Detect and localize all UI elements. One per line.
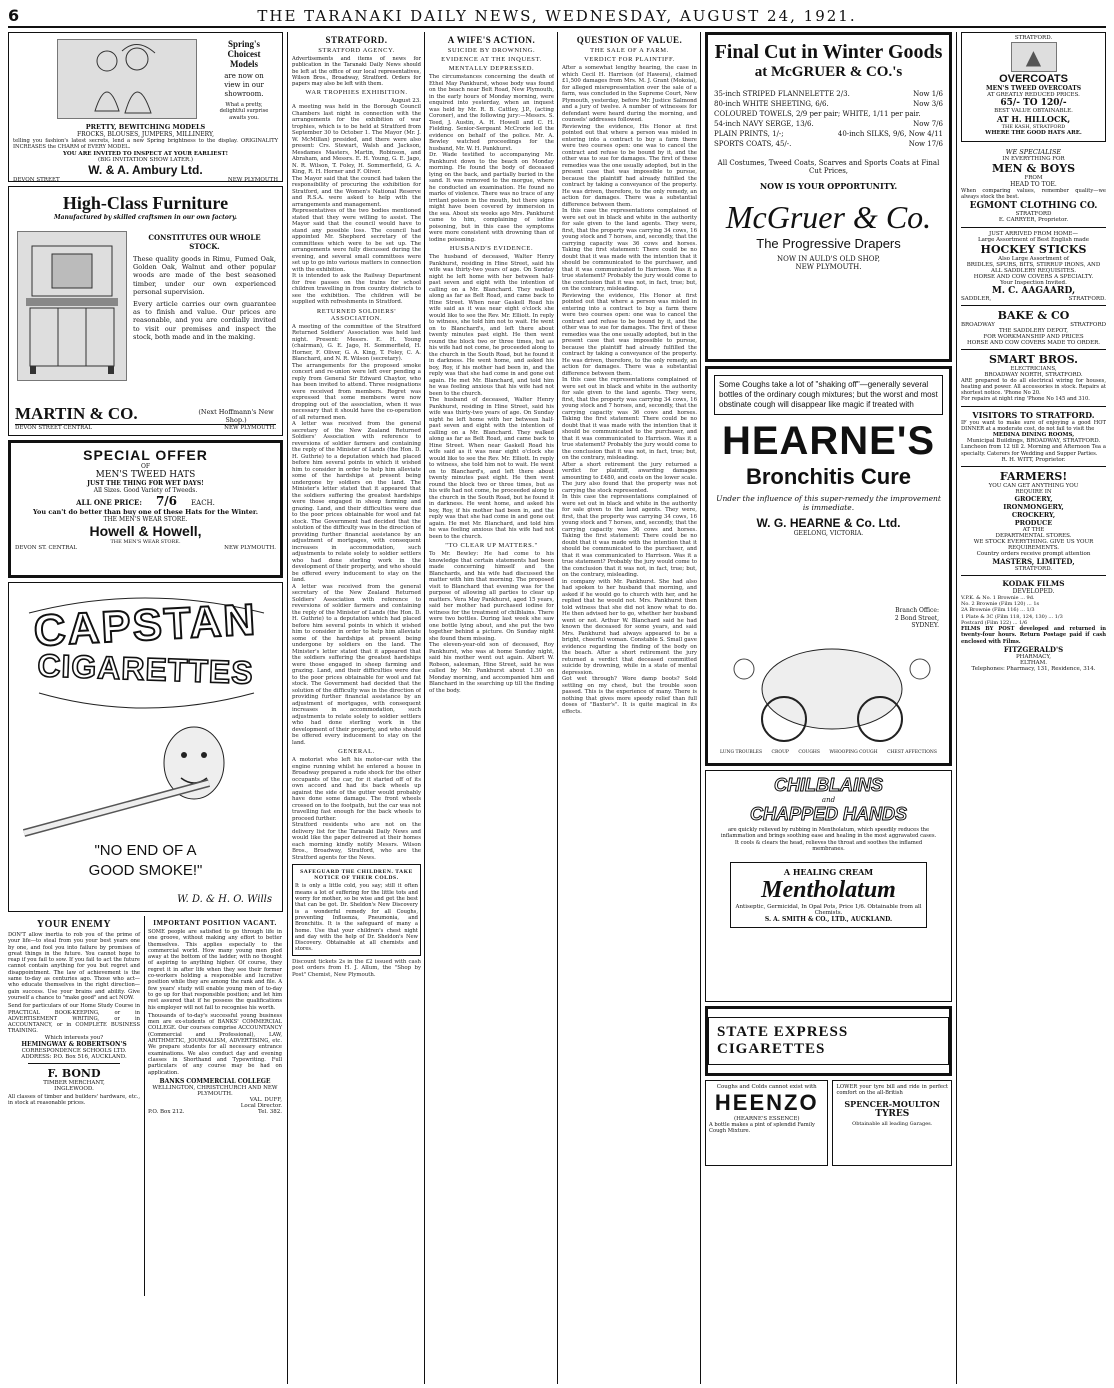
page-number: 6: [8, 6, 20, 25]
hearne-brand: HEARNE'S: [721, 419, 936, 463]
hearne-branch: Branch Office:: [895, 607, 939, 614]
enemy-body-2: Send for particulars of our Home Study Course in PRACTICAL BOOK-KEEPING, or in ADVERTISEMENT WRITING, or in ACCOUNTANCY, or in COMPLETE BUSINESS TRAINING.: [8, 1003, 140, 1035]
ambury-invite: YOU ARE INVITED TO INSPECT AT YOUR EARLIEST!: [63, 150, 228, 157]
hearne-intro: Some Coughs take a lot of "shaking off"—generally several bottles of the ordinary cough mixtures; but the worst and most obstinate cough will disappear like magic if treated with: [714, 375, 943, 415]
aagaard-list: BRIDLES, SPURS, BITS, STIRRUP IRONS, AND ALL SADDLERY REQUISITES.: [966, 261, 1101, 274]
banks-agent-role: Local Director.: [240, 1102, 282, 1109]
howell-firm-sub: THE MEN'S WEAR STORE.: [110, 539, 181, 545]
bake-firm: BAKE & CO: [997, 308, 1070, 322]
spencer-advert: [832, 1080, 952, 1166]
kodak-row: Postcard (Film 122) ... 1/6: [961, 619, 1028, 626]
mcgruer-advert: [705, 32, 952, 362]
mentholatum-distributor: S. A. SMITH & CO., LTD., AUCKLAND.: [764, 916, 893, 924]
aagaard-invite: Your Inspection Invited.: [1000, 279, 1067, 286]
masthead: [8, 4, 1106, 28]
martin-street: DEVON STREET CENTRAL: [15, 425, 92, 431]
ambury-headline-2: Choicest: [227, 49, 261, 59]
martin-advert: [8, 186, 283, 436]
egmont-range: HEAD TO TOE.: [1010, 181, 1057, 188]
ambury-items: FROCKS, BLOUSES, JUMPERS, MILLINERY,: [76, 131, 215, 138]
aagaard-covers: HORSE AND COW COVERS A SPECIALTY.: [973, 273, 1094, 280]
martin-note: (Next Hoffmann's New Shop.): [198, 408, 274, 424]
stratford-agency-note: Advertisements and items of news for publication in the Taranaki Daily News should be left at the office of our local representatives, Wilson Bros., Broadway, Stratford. Orders for papers may also be left with them.: [292, 56, 421, 88]
egmont-town: STRATFORD: [1015, 210, 1052, 217]
egmont-men: MEN & BOYS: [991, 162, 1076, 175]
kodak-firm: FITZGERALD'S: [1003, 644, 1064, 654]
bake-street: BROADWAY: [961, 321, 995, 328]
sheldon-box: [292, 864, 421, 955]
farmers-at: AT THE: [1022, 526, 1045, 533]
mcgruer-title-1: Final Cut in Winter Goods: [714, 41, 943, 63]
howell-item: MEN'S TWEED HATS: [95, 470, 196, 480]
wife-heading-clear: "TO CLEAR UP MATTERS.": [445, 542, 538, 549]
banks-address: WELLINGTON, CHRISTCHURCH AND NEW PLYMOUTH.: [152, 1084, 278, 1097]
hillock-firm: AT H. HILLOCK,: [996, 114, 1071, 124]
stratford-footer: Discount tickets 2s in the £2 issued with cash post orders from H. J. Allum, the "Shop by Post" Chemist, New Plymouth.: [292, 958, 421, 978]
heenzo-sub: (HEARNE'S ESSENCE): [733, 1116, 800, 1122]
stratford-para-5: A meeting of the committee of the Stratford Returned Soldiers' Association was held last night. Present: Messrs. E. H. Young (chairman), G. E. Jago, H. Sommerfield, H. Horner, F. Oliver, G. A. King, T. Foley, C. A. Blanchard, and N. R. Wilson (secretary).: [292, 323, 421, 363]
ambury-headline-3: Models: [230, 59, 258, 69]
ambury-street: DEVON STREET: [13, 176, 60, 182]
stratford-heading-rsa: RETURNED SOLDIERS' ASSOCIATION.: [316, 307, 397, 322]
visitors-street: Municipal Buildings, BROADWAY, STRATFORD.: [966, 438, 1101, 445]
value-para-2: Reviewing the evidence, His Honor at first pointed out that where a person was misled in entering into a contract to buy a farm there were two courses open: one was to cancel the contract and refuse to be bound by it, and the other was to sue for damages. The first of these remedies was the one usually adopted, but in the present case that was impossible to pursue, because the plaintiff had already fulfilled the contract by taking a conveyance of the property. He was driven, therefore, to the only remedy, an action for damages. There was a substantial difference between them.: [562, 123, 697, 208]
heenzo-top: Coughs and Colds cannot exist with: [716, 1084, 817, 1090]
mcgruer-item: 80-inch WHITE SHEETING, 6/6. Now 3/6: [714, 100, 943, 108]
howell-line: You can't do better than buy one of these Hats for the Winter.: [32, 508, 259, 516]
mcgruer-item: 54-inch NAVY SERGE, 13/6. Now 7/6: [714, 120, 943, 128]
hillock-hat-icon: ▲: [1011, 42, 1057, 72]
bond-trade: TIMBER MERCHANT,: [43, 1079, 105, 1086]
ambury-firm: W. & A. Ambury Ltd.: [88, 162, 203, 177]
aagaard-firm: M. C. AAGAARD,: [991, 285, 1076, 296]
hearne-label-whooping: WHOOPING COUGH: [829, 750, 878, 755]
enemy-question: Which interests you?: [44, 1034, 104, 1041]
farmers-item-grocery: GROCERY,: [1014, 494, 1053, 503]
state-express-advert: [705, 1006, 952, 1076]
mcgruer-clearance: All Costumes, Tweed Coats, Scarves and Sports Coats at Final Cut Prices,: [717, 159, 940, 175]
hearne-town: GEELONG, VICTORIA.: [793, 530, 864, 537]
wife-para-3: The husband of deceased, Walter Henry Pankhurst, residing in Hine Street, said his wife was thirty-two years of age. On Sunday night he left home with her between half-past seven and eight with the intention of calling on a Mr. Blanchard. They walked along as far as Belt Road, and came back to Hine Street. When near Gaskell Road his wife said as it was near eight o'clock she would like to see the Rev. Mr. Elliott. In reply to witness, she told him not to wait. He went on to Blanchard's, and left there about twenty minutes past eight. He then went round the block two or three times, but as his wife had not come, he proceeded along to the church in the South Road, but he found it in darkness. He went home, and asked his boy, Roy, if his mother had been in, and the reply was that she had come in and gone out again. He met Mr. Blanchard, and told him he was feeling anxious that his wife had not been to the church.: [429, 254, 554, 397]
bake-line-2: HORSE AND COW COVERS MADE TO ORDER.: [967, 339, 1100, 346]
visitors-name: MEDINA DINING ROOMS,: [992, 432, 1075, 439]
kodak-row: 1 Plate & 3C (Film 118, 124, 130) ... 1/3: [961, 613, 1063, 620]
ambury-body: telling you fashion's latest secrets, lend a new Spring brightness to the display. ORIGINALITY INCREASES the CHARM of EVERY MODEL.: [13, 138, 278, 151]
ambury-line-1: are now on: [224, 72, 264, 80]
mcgruer-item: PLAIN PRINTS, 1/-; 40-inch SILKS, 9/6, Now 4/11: [714, 130, 943, 138]
stratford-para-3: Representatives of the two bodies mentioned stated that they were willing to assist. The Mayor said that the council would have to stand any possible loss. The council had appointed Mr. Shepherd secretary of the committees which were to be set up. The arrangements were fully discussed during the evening, and several small committees were set up to go into various matters in connection with the exhibition.: [292, 208, 421, 273]
banks-body-2: Thousands of to-day's successful young business men are ex-students of BANKS' COMMERCIAL COLLEGE. Our courses comprise ACCOUNTANCY (Commercial and Professional), LAW, ARITHMETIC, JOURNALISM, ADVERTISING, etc. We prepare students for all necessary entrance examinations. We also conduct day and evening classes in Shorthand and Typewriting. Full particulars of any course may be had on application.: [148, 1012, 282, 1076]
newspaper-title: THE TARANAKI DAILY NEWS, WEDNESDAY, AUGUST 24, 1921.: [257, 7, 857, 25]
kodak-row: No. 2 Brownie (Film 120) ... 1s: [961, 601, 1040, 608]
wife-para-5: The eleven-year-old son of deceased, Roy Pankhurst, who was at home Sunday night, said his mother went out again. Albert W. Robson, salesman, Hine Street, said he was called by Mr. Pankhurst about 1.30 on Monday morning, and accompanied him and Blanchard in the searching up till the finding of the body.: [429, 642, 554, 694]
ladies-illustration: [57, 39, 197, 119]
stratford-para-9: Stratford residents who are not on the delivery list for the Taranaki Daily News and would like the paper delivered at their homes each morning kindly notify Messrs. Wilson Bros., Broadway, Stratford, who are the Stratford agents for the News.: [292, 822, 421, 861]
mcgruer-title-2: at McGRUER & CO.'s: [754, 64, 903, 80]
hearne-label-coughs: COUGHS: [798, 750, 820, 755]
ambury-line-3: showroom.: [224, 90, 264, 98]
hillock-prices: 65/- TO 120/-: [1000, 98, 1067, 108]
visitors-hours: Luncheon from 12 till 2. Morning and Afternoon Tea a specialty. Caterers for Wedding and Supper Parties.: [961, 444, 1106, 457]
wife-sub-3: MENTALLY DEPRESSED.: [448, 65, 535, 72]
mcgruer-firm: McGruer & Co.: [725, 199, 932, 235]
wife-para-4: To Mr. Bewley: He had come to his knowledge that certain statements had been made concerning himself and the Blanchards, and his wife had discussed the matter with him that morning. The proposed visit to Blanchard that evening was for the purpose of allowing all parties to clear up matters. Vera May Pankhurst, aged 15 years, said her mother had purchased iodine for witness for the treatment of chilblains. There were two bottles. During last week she saw one bottle lying about, and she put the two together behind a picture. On Sunday night she found them missing.: [429, 551, 554, 642]
mentholatum-brand: Mentholatum: [761, 877, 896, 904]
wife-sub-1: SUICIDE BY DROWNING.: [447, 47, 536, 54]
mentholatum-line-2: CHAPPED HANDS: [749, 804, 908, 824]
enemy-address: ADDRESS: P.O. Box 516, AUCKLAND.: [21, 1053, 127, 1060]
column-stratford-adverts: [956, 32, 1106, 1384]
banks-agent: VAL. DUFF,: [249, 1096, 282, 1103]
stratford-agency: STRATFORD AGENCY.: [318, 47, 395, 54]
sheldon-title: SAFEGUARD THE CHILDREN. TAKE NOTICE OF THEIR COLDS.: [300, 869, 413, 882]
stratford-date: August 23.: [390, 98, 421, 105]
egmont-advert: [961, 146, 1106, 228]
figures-drawing: [67, 41, 187, 117]
wife-para-2: Dr. Wade testified to accompanying Mr. Pankhurst down to the beach on Monday morning. He found the body of deceased lying on the back, and partially buried in the sand. It was removed to the morgue, where he conducted an examination. He found no marks of violence. There was no trace of any irritant poison in the mouth, but there signs might have been covered by immersion in the sea. About six weeks ago Mrs. Pankhurst came to him, complaining of iodine poisoning, but in this case the symptoms were more consistent with drowning than of iodine poisoning.: [429, 152, 554, 243]
banks-firm: BANKS COMMERCIAL COLLEGE: [159, 1077, 271, 1085]
howell-town: NEW PLYMOUTH.: [224, 545, 276, 551]
aagaard-line: Large Assortment of Best English made: [978, 236, 1089, 243]
hearne-branch-city: SYDNEY.: [911, 622, 939, 629]
mcgruer-price-list: [714, 89, 943, 149]
howell-price-label: ALL ONE PRICE:: [76, 498, 142, 507]
bond-line: All classes of timber and builders' hardware, etc., in stock at reasonable prices.: [8, 1093, 140, 1107]
martin-firm: MARTIN & CO.: [15, 404, 138, 423]
aagaard-also: Also Large Assortment of: [998, 255, 1069, 262]
stratford-para-7b: A letter was received from the general secretary of the New Zealand Returned Soldiers' Association with reference to reversions of soldier farmers and containing the reply of the Minister of Lands (the Hon. D. H. Guthrie) to a deputation which had placed before him several points in which it wished him to consider in order to help him alleviate some of the hardships at present being undergone by soldiers on the land. The Minister's letter stated that it appeared that the soldiers suffering the greatest hardships were those engaged in sheep farming and grazing. Land, and their difficulties were due to the poor prices obtainable for wool and fat stock. The Government had decided that the solution of the difficulty was in the direction of providing further financial assistance by an adjustment of mortgages, with consequent increases in accommodation, such adjustments to relate solely to soldier settlers who had done sterling work in the development of their property, and who should be offered every inducement to stay on the land.: [292, 583, 421, 746]
egmont-prop: E. CARRYER, Proprietor.: [998, 216, 1069, 223]
value-sub-1: THE SALE OF A FARM.: [590, 47, 669, 54]
hillock-line-1: MEN'S TWEED OVERCOATS: [985, 85, 1082, 92]
spencer-product: TYRES: [875, 1108, 910, 1119]
mentholatum-banner: A HEALING CREAM: [783, 867, 874, 878]
farmers-item-produce: PRODUCE: [1014, 518, 1053, 527]
kodak-sub: DEVELOPED.: [1012, 587, 1055, 595]
bake-advert: [961, 306, 1106, 350]
hillock-advert: [961, 32, 1106, 142]
value-sub-2: VERDICT FOR PLAINTIFF.: [584, 56, 675, 63]
kodak-advert: [961, 576, 1106, 675]
heenzo-brand: HEENZO: [714, 1090, 819, 1115]
egmont-special: WE SPECIALISE: [1005, 148, 1062, 156]
howell-price-unit: EACH.: [191, 499, 215, 507]
banks-advert: [144, 916, 282, 1296]
smart-advert: [961, 350, 1106, 407]
smart-street: BROADWAY NORTH, STRATFORD.: [984, 371, 1083, 378]
farmers-item-ironmongery: IRONMONGERY,: [1003, 502, 1064, 511]
farmers-require: REQUIRE IN: [1015, 488, 1052, 495]
farmers-orders: Country orders receive prompt attention: [976, 550, 1091, 557]
hearne-label-chest: CHEST AFFECTIONS: [887, 750, 937, 755]
mcgruer-town: NEW PLYMOUTH.: [795, 263, 862, 271]
banks-tel: Tel. 382.: [258, 1108, 282, 1115]
bake-town: STRATFORD: [1070, 321, 1106, 328]
stratford-para-1: A meeting was held in the Borough Council Chambers last night in connection with the arrangements for the exhibition of war trophies, which is to be held at Stratford from September 30 to October 1. The Mayor (Mr. J. W. McMillan) presided, and there were also present: Crs. Stewart, Walsh and Jackson, Mesdames Masters, Martin, Robinson, and Abraham, and Messrs. E. H. Young, G. E. Jago, N. R. Wilson, T. Foley, H. Sommerfield, G. A. King, R. H. Horner and F. Oliver.: [292, 104, 421, 176]
stratford-para-4: It is intended to ask the Railway Department for free passes on the trains for school children travelling in from country districts to see the exhibition. The children will be supplied with refreshments in Stratford.: [292, 273, 421, 306]
aagaard-town: STRATFORD.: [1068, 295, 1106, 302]
egmont-firm: EGMONT CLOTHING CO.: [969, 200, 1098, 211]
hearne-firm: W. G. HEARNE & Co. Ltd.: [756, 516, 901, 530]
mcgruer-address: NOW IN AULD'S OLD SHOP,: [777, 255, 880, 263]
farmers-item-crockery: CROCKERY,: [1011, 510, 1056, 519]
egmont-in: IN EVERYTHING FOR: [1002, 156, 1065, 162]
spencer-note: Obtainable all leading Garages.: [852, 1120, 933, 1127]
mentholatum-line-1: CHILBLAINS: [774, 775, 883, 795]
capstan-product: CIGARETTES: [36, 647, 255, 691]
hillock-header: STRATFORD.: [1014, 35, 1053, 41]
sideboard-illustration: [17, 231, 127, 381]
hearne-product: Bronchitis Cure: [745, 464, 912, 489]
value-para-1: After a somewhat lengthy hearing, the case in which Cecil H. Harrison (of Hawera), claimed £1,500 damages from Mrs. M. J. Grant (Mokoia), for alleged misrepresentation over the sale of a farm, was concluded in the Supreme Court, New Plymouth, yesterday, before Mr. Justice Salmond and a jury of twelve. A number of witnesses for defendant were heard during the morning, and counsels' addresses followed.: [562, 65, 697, 123]
kodak-town: ELTHAM.: [1019, 659, 1048, 666]
martin-tag: CONSTITUTES OUR WHOLE STOCK.: [148, 233, 261, 251]
hillock-tag: WHERE THE GOOD HATS ARE.: [985, 130, 1082, 136]
mcgruer-item: COLOURED TOWELS, 2/9 per pair; WHITE, 1/11 per pair.: [714, 110, 921, 118]
ambury-line-2: view in our: [224, 81, 264, 89]
value-para-3b: In this case the representations complained of were set out in black and white in the authority for sale given to the land agents. They were, first, that the property was carrying 34 cows, 16 young stock and 7 horses, and, secondly, that the carrying capacity was 36 cows and horses. Taking the first statement: There could be no doubt that it was made with the intention that it should be communicated to the purchaser, and that it was communicated to Harrison. Was it a true statement? Probably the jury would come to the conclusion that it was not, in fact, true; but, on the contrary, misleading.: [562, 377, 697, 461]
hillock-line-3: BEST VALUE OBTAINABLE.: [994, 108, 1073, 114]
mentholatum-and: and: [821, 796, 836, 804]
value-para-2b: Reviewing the evidence, His Honor at first pointed out that where a person was misled in entering into a contract to buy a farm there were two courses open: one was to cancel the contract and refuse to be bound by it, and the other was to sue for damages. The first of these remedies was the one usually adopted, but in the present case that was impossible to pursue, because the plaintiff had already fulfilled the contract by taking a conveyance of the property. He was driven, therefore, to the only remedy, an action for damages. There was a substantial difference between them.: [562, 292, 697, 377]
stratford-title: STRATFORD.: [325, 35, 388, 45]
farmers-advert: [961, 467, 1106, 576]
enemy-firm: HEMINGWAY & ROBERTSON'S: [21, 1040, 127, 1048]
capstan-brand: CAPSTAN: [32, 595, 259, 656]
visitors-advert: [961, 407, 1106, 467]
capstan-signature: W. D. & H. O. Wills: [177, 894, 272, 905]
value-para-6: Got wet through? Wore damp boots? Sold settling on my chest, but the trouble soon passed. This is the experience of many. There is nothing that gives more speedy relief than full doses of "Baxter's". It is quite magical in its effects.: [562, 676, 697, 715]
value-para-4: After a short retirement the jury returned a verdict for plaintiff, awarding damages amounting to £480, and costs on the lower scale. The jury also found that the property was not carrying the stock represented.: [562, 461, 697, 494]
mcgruer-tagline: The Progressive Drapers: [756, 236, 901, 251]
mentholatum-advert: [705, 770, 952, 1002]
wife-para-3b: The husband of deceased, Walter Henry Pankhurst, residing in Hine Street, said his wife was thirty-two years of age. On Sunday night he left home with her between half-past seven and eight with the intention of calling on a Mr. Blanchard. They walked along as far as Belt Road, and came back to Hine Street. When near Gaskell Road his wife said as it was near eight o'clock she would like to see the Rev. Mr. Elliott. In reply to witness, she told him not to wait. He went on to Blanchard's, and left there about twenty minutes past eight. He then went round the block two or three times, but as his wife had not come, he proceeded along to the church in the South Road, but he found it in darkness. He went home, and asked his boy, Roy, if his mother had been in, and the reply was that she had come in and gone out again. He met Mr. Blanchard, and told him he was feeling anxious that his wife had not been to the church.: [429, 397, 554, 540]
egmont-line: When comparing values, remember quality—we always stock the best.: [961, 188, 1106, 201]
ambury-caption: PRETTY, BEWITCHING MODELS: [85, 123, 206, 131]
smart-body: ARE prepared to do all electrical wiring for houses, heating and power. All accessories in stock. Repairs at shortest notice. 'Phone No 20.: [961, 377, 1106, 397]
enemy-firm-sub: CORRESPONDENCE SCHOOLS LTD.: [21, 1047, 127, 1054]
banks-body: SOME people are satisfied to go through life in one groove, without making any effort to better themselves. This applies especially to the commercial world. How many young men plod away at the bottom of the ladder, with no thought of aspiring to anything higher. Of course, they regret it in after life when they see their former co-workers holding a responsible and lucrative position while they are among the rank and file. A few years' study will enable young men of to-day to go up for that responsible position; and let him rest assured that if he possess the qualifications his employer will not fail to recognise his worth.: [148, 929, 282, 1011]
mcgruer-item: SPORTS COATS, 45/-. Now 17/6: [714, 140, 943, 148]
howell-sizes: All Sizes. Good Variety of Tweeds.: [93, 487, 198, 494]
value-para-3c: In this case the representations complained of were set out in black and white in the authority for sale given to the land agents. They were, first, that the property was carrying 34 cows, 16 young stock and 7 horses, and, secondly, that the carrying capacity was 36 cows and horses. Taking the first statement: There could be no doubt that it was made with the intention that it should be communicated to the purchaser, and that it was communicated to Harrison. Was it a true statement? Probably the jury would come to the conclusion that it was not, in fact, true; but, on the contrary, misleading.: [562, 494, 697, 578]
heenzo-note: A bottle makes a pint of splendid Family Cough Mixture.: [709, 1122, 815, 1135]
value-title: QUESTION OF VALUE.: [576, 35, 683, 45]
hearne-tag: Under the influence of this super-remedy the improvement is immediate.: [716, 494, 941, 512]
hearne-car-artwork: [714, 629, 950, 757]
bake-depot: THE SADDLERY DEPOT,: [998, 327, 1069, 334]
kodak-line: FILMS BY POST developed and returned in twenty-four hours. Return Postage paid if cash enclosed with Films.: [961, 625, 1106, 645]
farmers-firm: MASTERS, LIMITED,: [992, 556, 1075, 566]
value-para-3: In this case the representations complained of were set out in black and white in the authority for sale given to the land agents. They were, first, that the property was carrying 34 cows, 16 young stock and 7 horses, and, secondly, that the carrying capacity was 36 cows and horses. Taking the first statement: There could be no doubt that it was made with the intention that it should be communicated to the purchaser, and that it was communicated to Harrison. Was it a true statement? Probably the jury would come to the conclusion that it was not, in fact, true; but, on the contrary, misleading.: [562, 208, 697, 292]
stratford-para-8: A motorist who left his motor-car with the engine running whilst he entered a house in Broadway prepared a rude shock for the other occupants of the car, for it started off of its own accord and had its back wheels up against the side of the gutter would probably have done some damage. The front wheels crossed on to the footpath, but the car was not travelling fast enough for the back wheels to proceed further.: [292, 757, 421, 822]
heenzo-advert: [705, 1080, 828, 1166]
farmers-title: FARMERS!: [999, 469, 1068, 483]
column-stratford: [287, 32, 421, 1384]
howell-advert: [8, 440, 283, 578]
state-express-brand: STATE EXPRESS CIGARETTES: [708, 1017, 949, 1065]
mentholatum-body: are quickly relieved by rubbing in Mentholatum, which speedily reduces the inflammation and brings soothing ease and healing in the most aggravated cases. It cools & clears the head, relieves the throat and soothes the inflamed membranes.: [720, 827, 937, 852]
sheldon-body: It is only a little cold, you say; still it often means a lot of suffering for the little tots and worry for mother, so be wise and get the best that can be got. Dr. Sheldon's New Discovery is a wonderful remedy for all Coughs, preventing Influenza, Pneumonia, and Bronchitis. It is the safeguard of many a home. Use that your children's chest night and day with the help of Dr. Sheldon's New Discovery. Obtainable at all chemists and stores.: [295, 883, 418, 953]
visitors-title: VISITORS TO STRATFORD.: [972, 409, 1095, 420]
kodak-row: V.P.K. & No. 1 Brownie ... 9d.: [961, 594, 1035, 601]
bake-line-1: FOR WORKMANSHIP AND PRICES: [983, 333, 1084, 340]
stratford-heading-general: GENERAL.: [338, 748, 375, 756]
banks-box: P.O. Box 212.: [148, 1108, 185, 1115]
mentholatum-note: Antiseptic, Germicidal, In Opal Pots, Price 1/6. Obtainable from all Chemists.: [735, 904, 922, 917]
enemy-title: YOUR ENEMY: [36, 919, 112, 930]
ambury-invite-note: (BIG INVITATION SHOW LATER.): [97, 156, 194, 163]
spencer-line: LOWER your tyre bill and ride in perfect comfort on the all-British: [836, 1084, 948, 1097]
hearne-advert: [705, 366, 952, 766]
howell-of: OF: [140, 463, 151, 470]
wife-sub-2: EVIDENCE AT THE INQUEST.: [441, 56, 542, 63]
wife-title: A WIFE'S ACTION.: [447, 35, 536, 45]
ambury-headline-1: Spring's: [227, 39, 260, 49]
enemy-advert: [8, 916, 140, 1296]
visitors-body: IF you want to make sure of enjoying a good HOT DINNER at a moderate cost, do not fail to visit the: [961, 419, 1106, 433]
farmers-stock: WE STOCK EVERYTHING. GIVE US YOUR REQUIREMENTS.: [973, 538, 1094, 551]
howell-store: THE MEN'S WEAR STORE.: [103, 516, 188, 523]
martin-subtitle: Manufactured by skilled craftsmen in our own factory.: [54, 214, 237, 221]
smart-body-2: For repairs at night ring 'Phone No 145 and 310.: [961, 396, 1090, 403]
ambury-advert: [8, 32, 283, 182]
kodak-row: 2A Brownie (Film 116) ... 1/3: [961, 607, 1035, 614]
hearne-label-croup: CROUP: [771, 750, 789, 755]
stratford-para-7: A letter was received from the general secretary of the New Zealand Returned Soldiers' Association with reference to reversions of soldier farmers and containing the reply of the Minister of Lands (the Hon. D. H. Guthrie) to a deputation which had placed before him several points in which it wished him to consider in order to help him alleviate some of the hardships at present being undergone by soldiers on the land. The Minister's letter stated that it appeared that the soldiers suffering the greatest hardships were those engaged in sheep farming and grazing. Land, and their difficulties were due to the poor prices obtainable for wool and fat stock. The Government had decided that the solution of the difficulty was in the direction of providing further financial assistance by an adjustment of mortgages, with consequent increases in accommodation, such adjustments to relate solely to soldier settlers who had done sterling work in the development of their property, and who should be offered every inducement to stay on the land.: [292, 421, 421, 584]
aagaard-arrived: JUST ARRIVED FROM HOME—: [989, 230, 1078, 237]
farmers-town: STRATFORD.: [1014, 565, 1053, 572]
smart-trade: ELECTRICIANS,: [1010, 365, 1057, 372]
ambury-note: What a pretty, delightful surprise awaits you.: [219, 102, 269, 121]
martin-body-2: Every article carries our own guarantee as to finish and value. Our prices are reasonable, and you are cordially invited to visit our premises and inspect the stock, both made and in the making.: [133, 300, 276, 341]
enemy-body: DON'T allow inertia to rob you of the prime of your life—to steal from you your best years one by one, and fool you into failure by promises of great things in the future. You cannot hope to reap if you fail to sow. If you fail to act the future cannot contain anything for you but regret and disappointment. The law of achievement is the same to-day as centuries ago. Those who act—who educate themselves in the right direction—gain success. Use your brains and ability. Give yourself a chance to "make good" and act NOW.: [8, 932, 140, 1001]
column-question-value: [557, 32, 697, 1384]
smart-firm: SMART BROS.: [988, 352, 1079, 366]
hillock-line-2: AT GREATLY REDUCED PRICES.: [987, 92, 1080, 98]
howell-firm: Howell & Howell,: [89, 523, 202, 539]
capstan-advert: [8, 582, 283, 912]
bond-town: INGLEWOOD.: [54, 1085, 94, 1092]
wife-heading-husband: HUSBAND'S EVIDENCE.: [449, 245, 534, 252]
column-wife-action: [424, 32, 554, 1384]
spencer-brand: SPENCER-MOULTON: [844, 1098, 941, 1109]
value-para-5: in company with Mr. Pankhurst. She had also had spoken to her husband that morning, and asked if he would go to church with her, and he replied that he would not. Mrs. Pankhurst then told witness that she did not know what to do. He then advised her to go, whether her husband went or not. Arthur W. Blanchard said he had known the deceased for some years, and said Mrs. Pankhurst had always appeared to be a bright, cheerful woman. Constable S. Small gave evidence regarding the finding of the body on the beach. After a short retirement the jury returned a verdict that deceased committed suicide by drowning, while in a state of mental depression.: [562, 578, 697, 676]
farmers-line: YOU CAN GET ANYTHING YOU: [988, 482, 1079, 489]
howell-title: SPECIAL OFFER: [83, 447, 208, 463]
aagaard-item: HOCKEY STICKS: [980, 242, 1087, 256]
stratford-para-6: The arrangements for the proposed smoke concert and re-union were left over pending a reply from General Sir Edward Chaytor, who has been invited to attend. Three resignations were received from members. Regret was expressed that some members were now dropping out of the association, when it was necessary that it should have the co-operation of all returned men.: [292, 362, 421, 421]
martin-body-1: These quality goods in Rimu, Fumed Oak, Golden Oak, Walnut and other popular woods are made of the best seasoned timber, under our own experienced personal supervision.: [133, 255, 276, 296]
visitors-prop: R. H. WITT, Proprietor.: [1001, 456, 1066, 463]
martin-town: NEW PLYMOUTH.: [224, 425, 276, 431]
aagaard-advert: [961, 228, 1106, 306]
stratford-heading-trophies: WAR TROPHIES EXHIBITION.: [305, 89, 408, 97]
hillock-item: OVERCOATS: [999, 73, 1068, 85]
howell-tag: JUST THE THING FOR WET DAYS!: [87, 480, 204, 487]
kodak-type: PHARMACY,: [1015, 653, 1052, 660]
bond-name: F. BOND: [47, 1066, 101, 1080]
hearne-branch-address: 2 Bond Street,: [894, 614, 939, 622]
capstan-slogan-1: "NO END OF A: [94, 842, 197, 859]
kodak-title: KODAK FILMS: [1002, 578, 1065, 588]
mcgruer-item: 35-inch STRIPED FLANNELETTE 2/3. Now 1/6: [714, 90, 943, 98]
mcgruer-opportunity: NOW IS YOUR OPPORTUNITY.: [759, 181, 898, 191]
banks-title: IMPORTANT POSITION VACANT.: [153, 919, 277, 927]
ambury-town: NEW PLYMOUTH: [227, 176, 278, 182]
howell-price: 7/6: [155, 494, 178, 508]
howell-street: DEVON ST. CENTRAL: [15, 545, 77, 551]
hillock-firm-sub: THE KASH, STRATFORD: [1001, 124, 1066, 130]
column-large-adverts: [700, 32, 952, 1384]
capstan-slogan-2: GOOD SMOKE!": [88, 862, 203, 879]
stratford-para-2: The Mayor said that the council had taken the responsibility of procuring the exhibition for Stratford, and the Women's National Reserve and R.S.A. were asked to help with the arrangements and management.: [292, 175, 421, 208]
wife-para-1: The circumstances concerning the death of Ethel May Pankhurst, whose body was found on the beach near Belt Road, New Plymouth, in the early hours of Monday morning, were enquired into yesterday, when an inquest was held by Mr. R. B. Cattley, J.P., (acting Coroner), and the following jury:—Messrs. S. Teed, J. Austin, A. H. Howell and C. H. Fielding. Senior-Sergeant McCrorie led the evidence on behalf of the police. Mr. A. Bewley watched proceedings for the husband, Mr. W. H. Pankhurst.: [429, 74, 554, 152]
column-1: [8, 32, 283, 1384]
aagaard-trade: SADDLER,: [961, 295, 992, 302]
kodak-phone: Telephones: Pharmacy, 131, Residence, 314.: [971, 665, 1096, 672]
sideboard-drawing: [22, 236, 122, 376]
hearne-label-lung: LUNG TROUBLES: [720, 750, 763, 755]
farmers-stores: DEPARTMENTAL STORES.: [995, 532, 1072, 539]
egmont-from: FROM: [1024, 175, 1043, 181]
martin-title: High-Class Furniture: [62, 193, 229, 213]
